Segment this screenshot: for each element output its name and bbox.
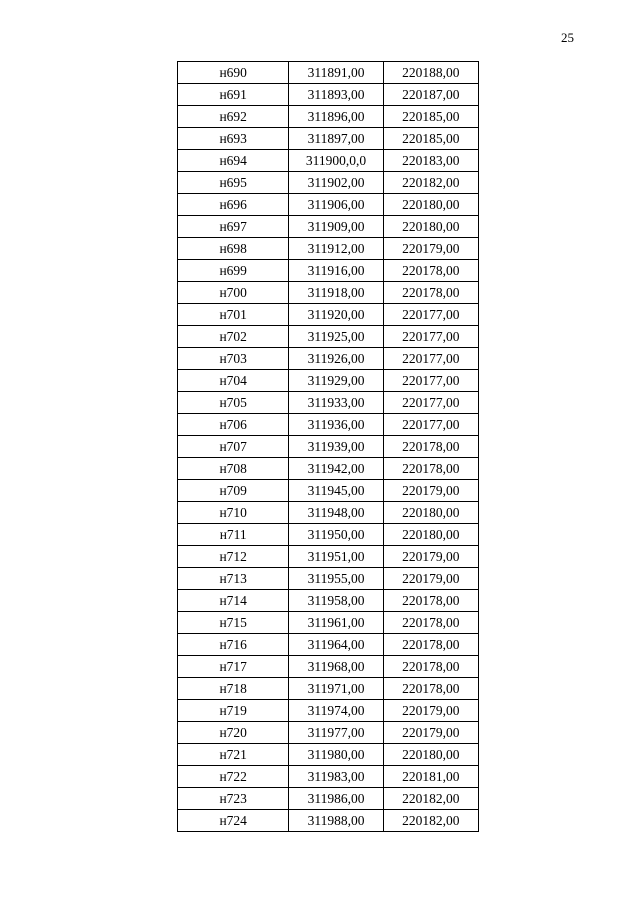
x-coordinate-cell: 311980,00 bbox=[289, 744, 383, 766]
point-id-cell: н695 bbox=[178, 172, 289, 194]
point-id-cell: н706 bbox=[178, 414, 289, 436]
point-id-cell: н699 bbox=[178, 260, 289, 282]
table-row bbox=[178, 304, 479, 326]
y-coordinate-cell: 220179,00 bbox=[383, 238, 478, 260]
point-id-cell: н692 bbox=[178, 106, 289, 128]
table-row bbox=[178, 788, 479, 810]
y-coordinate-cell: 220183,00 bbox=[383, 150, 478, 172]
y-coordinate-cell: 220182,00 bbox=[383, 172, 478, 194]
table-row bbox=[178, 194, 479, 216]
x-coordinate-cell: 311951,00 bbox=[289, 546, 383, 568]
table-row bbox=[178, 700, 479, 722]
table-row bbox=[178, 392, 479, 414]
table-row bbox=[178, 348, 479, 370]
y-coordinate-cell: 220177,00 bbox=[383, 370, 478, 392]
point-id-cell: н711 bbox=[178, 524, 289, 546]
point-id-cell: н707 bbox=[178, 436, 289, 458]
y-coordinate-cell: 220179,00 bbox=[383, 546, 478, 568]
y-coordinate-cell: 220177,00 bbox=[383, 304, 478, 326]
point-id-cell: н700 bbox=[178, 282, 289, 304]
x-coordinate-cell: 311891,00 bbox=[289, 62, 383, 84]
table-row bbox=[178, 810, 479, 832]
table-row bbox=[178, 590, 479, 612]
table-row bbox=[178, 106, 479, 128]
x-coordinate-cell: 311912,00 bbox=[289, 238, 383, 260]
y-coordinate-cell: 220178,00 bbox=[383, 678, 478, 700]
table-row bbox=[178, 370, 479, 392]
y-coordinate-cell: 220177,00 bbox=[383, 348, 478, 370]
table-row bbox=[178, 568, 479, 590]
y-coordinate-cell: 220187,00 bbox=[383, 84, 478, 106]
point-id-cell: н691 bbox=[178, 84, 289, 106]
point-id-cell: н720 bbox=[178, 722, 289, 744]
x-coordinate-cell: 311916,00 bbox=[289, 260, 383, 282]
coordinates-table bbox=[177, 61, 479, 832]
table-row bbox=[178, 414, 479, 436]
point-id-cell: н714 bbox=[178, 590, 289, 612]
x-coordinate-cell: 311983,00 bbox=[289, 766, 383, 788]
point-id-cell: н693 bbox=[178, 128, 289, 150]
table-row bbox=[178, 502, 479, 524]
point-id-cell: н709 bbox=[178, 480, 289, 502]
point-id-cell: н724 bbox=[178, 810, 289, 832]
point-id-cell: н723 bbox=[178, 788, 289, 810]
x-coordinate-cell: 311958,00 bbox=[289, 590, 383, 612]
coordinates-table-body bbox=[178, 62, 479, 832]
x-coordinate-cell: 311918,00 bbox=[289, 282, 383, 304]
y-coordinate-cell: 220178,00 bbox=[383, 458, 478, 480]
table-row bbox=[178, 744, 479, 766]
table-row bbox=[178, 524, 479, 546]
y-coordinate-cell: 220178,00 bbox=[383, 590, 478, 612]
point-id-cell: н722 bbox=[178, 766, 289, 788]
point-id-cell: н690 bbox=[178, 62, 289, 84]
x-coordinate-cell: 311988,00 bbox=[289, 810, 383, 832]
table-row bbox=[178, 282, 479, 304]
y-coordinate-cell: 220177,00 bbox=[383, 326, 478, 348]
x-coordinate-cell: 311939,00 bbox=[289, 436, 383, 458]
point-id-cell: н713 bbox=[178, 568, 289, 590]
table-row bbox=[178, 678, 479, 700]
point-id-cell: н716 bbox=[178, 634, 289, 656]
x-coordinate-cell: 311974,00 bbox=[289, 700, 383, 722]
y-coordinate-cell: 220185,00 bbox=[383, 106, 478, 128]
table-row bbox=[178, 480, 479, 502]
x-coordinate-cell: 311900,0,0 bbox=[289, 150, 383, 172]
x-coordinate-cell: 311968,00 bbox=[289, 656, 383, 678]
x-coordinate-cell: 311945,00 bbox=[289, 480, 383, 502]
y-coordinate-cell: 220180,00 bbox=[383, 502, 478, 524]
y-coordinate-cell: 220180,00 bbox=[383, 524, 478, 546]
point-id-cell: н702 bbox=[178, 326, 289, 348]
table-row bbox=[178, 656, 479, 678]
table-row bbox=[178, 150, 479, 172]
y-coordinate-cell: 220178,00 bbox=[383, 260, 478, 282]
table-row bbox=[178, 766, 479, 788]
x-coordinate-cell: 311920,00 bbox=[289, 304, 383, 326]
point-id-cell: н721 bbox=[178, 744, 289, 766]
point-id-cell: н715 bbox=[178, 612, 289, 634]
table-row bbox=[178, 634, 479, 656]
x-coordinate-cell: 311986,00 bbox=[289, 788, 383, 810]
y-coordinate-cell: 220182,00 bbox=[383, 810, 478, 832]
y-coordinate-cell: 220182,00 bbox=[383, 788, 478, 810]
y-coordinate-cell: 220179,00 bbox=[383, 568, 478, 590]
table-row bbox=[178, 128, 479, 150]
x-coordinate-cell: 311893,00 bbox=[289, 84, 383, 106]
x-coordinate-cell: 311906,00 bbox=[289, 194, 383, 216]
table-row bbox=[178, 546, 479, 568]
table-row bbox=[178, 722, 479, 744]
x-coordinate-cell: 311964,00 bbox=[289, 634, 383, 656]
point-id-cell: н718 bbox=[178, 678, 289, 700]
y-coordinate-cell: 220179,00 bbox=[383, 700, 478, 722]
x-coordinate-cell: 311942,00 bbox=[289, 458, 383, 480]
y-coordinate-cell: 220180,00 bbox=[383, 216, 478, 238]
x-coordinate-cell: 311950,00 bbox=[289, 524, 383, 546]
table-row bbox=[178, 260, 479, 282]
table-row bbox=[178, 84, 479, 106]
point-id-cell: н710 bbox=[178, 502, 289, 524]
point-id-cell: н712 bbox=[178, 546, 289, 568]
point-id-cell: н697 bbox=[178, 216, 289, 238]
table-row bbox=[178, 326, 479, 348]
x-coordinate-cell: 311929,00 bbox=[289, 370, 383, 392]
x-coordinate-cell: 311971,00 bbox=[289, 678, 383, 700]
page-number: 25 bbox=[561, 30, 574, 45]
x-coordinate-cell: 311955,00 bbox=[289, 568, 383, 590]
x-coordinate-cell: 311926,00 bbox=[289, 348, 383, 370]
y-coordinate-cell: 220185,00 bbox=[383, 128, 478, 150]
x-coordinate-cell: 311896,00 bbox=[289, 106, 383, 128]
y-coordinate-cell: 220188,00 bbox=[383, 62, 478, 84]
y-coordinate-cell: 220178,00 bbox=[383, 282, 478, 304]
table-row bbox=[178, 458, 479, 480]
y-coordinate-cell: 220180,00 bbox=[383, 194, 478, 216]
point-id-cell: н694 bbox=[178, 150, 289, 172]
point-id-cell: н698 bbox=[178, 238, 289, 260]
point-id-cell: н704 bbox=[178, 370, 289, 392]
x-coordinate-cell: 311961,00 bbox=[289, 612, 383, 634]
table-row bbox=[178, 62, 479, 84]
point-id-cell: н701 bbox=[178, 304, 289, 326]
y-coordinate-cell: 220177,00 bbox=[383, 392, 478, 414]
y-coordinate-cell: 220178,00 bbox=[383, 656, 478, 678]
point-id-cell: н705 bbox=[178, 392, 289, 414]
point-id-cell: н717 bbox=[178, 656, 289, 678]
y-coordinate-cell: 220178,00 bbox=[383, 612, 478, 634]
y-coordinate-cell: 220177,00 bbox=[383, 414, 478, 436]
x-coordinate-cell: 311897,00 bbox=[289, 128, 383, 150]
point-id-cell: н719 bbox=[178, 700, 289, 722]
point-id-cell: н708 bbox=[178, 458, 289, 480]
table-row bbox=[178, 436, 479, 458]
x-coordinate-cell: 311936,00 bbox=[289, 414, 383, 436]
y-coordinate-cell: 220178,00 bbox=[383, 634, 478, 656]
y-coordinate-cell: 220181,00 bbox=[383, 766, 478, 788]
x-coordinate-cell: 311948,00 bbox=[289, 502, 383, 524]
point-id-cell: н703 bbox=[178, 348, 289, 370]
table-row bbox=[178, 612, 479, 634]
table-row bbox=[178, 216, 479, 238]
x-coordinate-cell: 311933,00 bbox=[289, 392, 383, 414]
y-coordinate-cell: 220179,00 bbox=[383, 722, 478, 744]
x-coordinate-cell: 311902,00 bbox=[289, 172, 383, 194]
table-row bbox=[178, 172, 479, 194]
y-coordinate-cell: 220179,00 bbox=[383, 480, 478, 502]
x-coordinate-cell: 311909,00 bbox=[289, 216, 383, 238]
x-coordinate-cell: 311925,00 bbox=[289, 326, 383, 348]
y-coordinate-cell: 220180,00 bbox=[383, 744, 478, 766]
point-id-cell: н696 bbox=[178, 194, 289, 216]
y-coordinate-cell: 220178,00 bbox=[383, 436, 478, 458]
table-row bbox=[178, 238, 479, 260]
x-coordinate-cell: 311977,00 bbox=[289, 722, 383, 744]
